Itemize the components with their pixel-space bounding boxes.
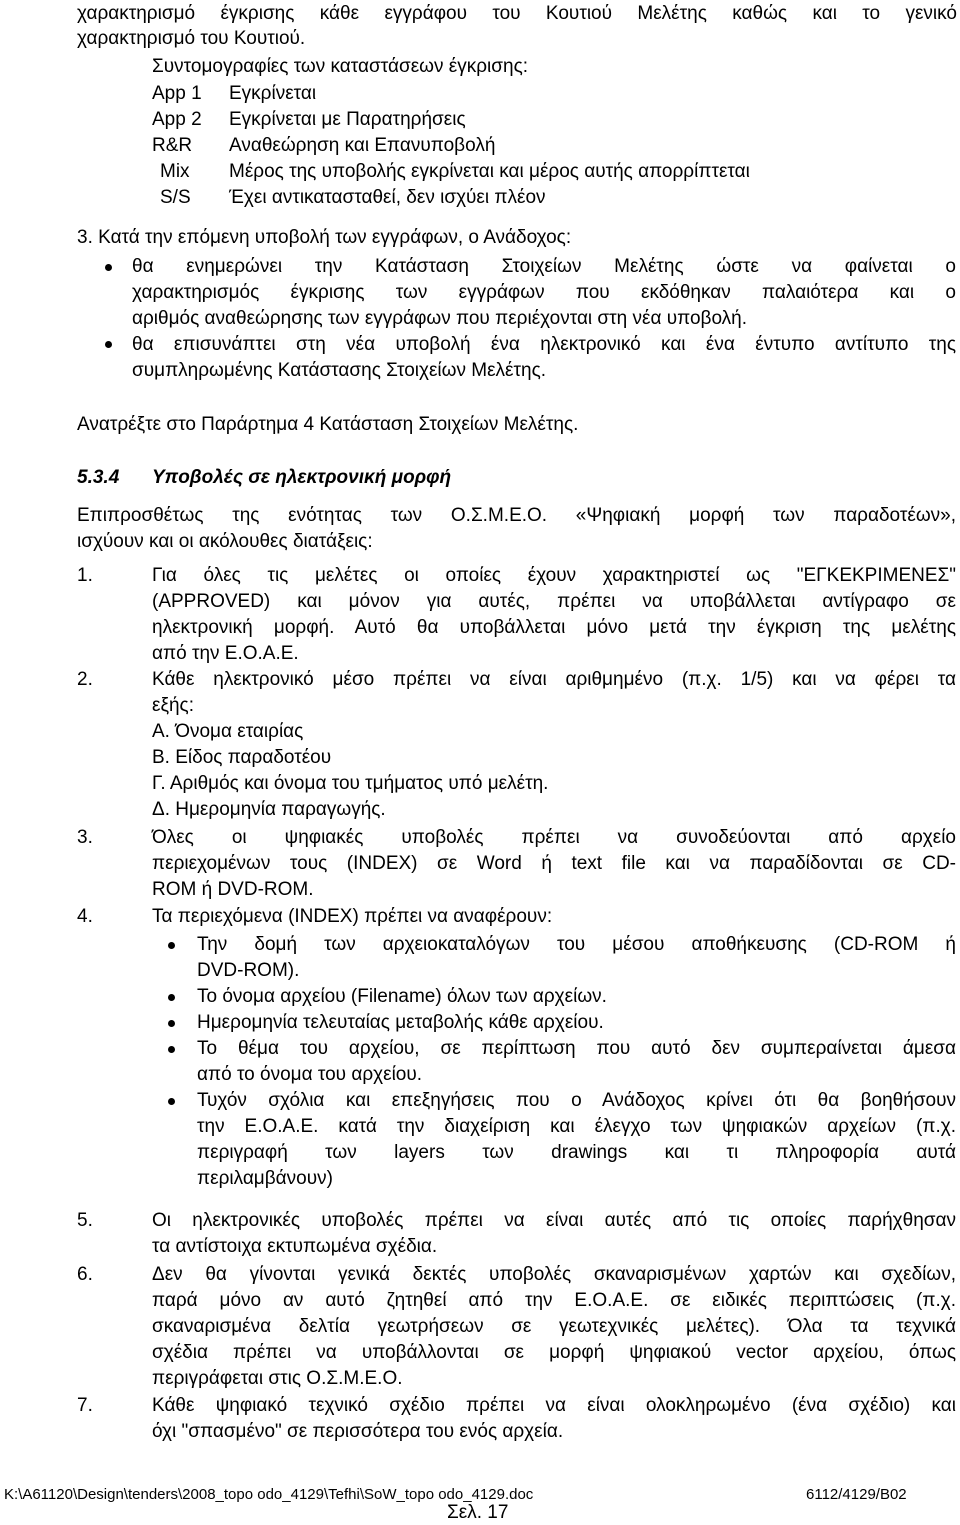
abbrev-title: Συντομογραφίες των καταστάσεων έγκρισης: (152, 56, 529, 77)
list-item-line: Τα περιεχόμενα (INDEX) πρέπει να αναφέρουν: (152, 906, 553, 927)
list-number: 5. (77, 1210, 93, 1231)
bullet-icon (105, 341, 112, 348)
list-item-line: σχέδια πρέπει να υποβάλλονται σε μορφή ψηφιακού vector αρχείου, όπως (152, 1342, 956, 1363)
list-number: 1. (77, 565, 93, 586)
index-bullet-line: Ημερομηνία τελευταίας μεταβολής κάθε αρχείου. (197, 1012, 604, 1033)
list-item-line: Οι ηλεκτρονικές υποβολές πρέπει να είναι αυτές από τις οποίες παρήχθησαν (152, 1210, 956, 1231)
intro-line: χαρακτηρισμό του Κουτιού. (77, 28, 306, 49)
bullet-icon (168, 1098, 175, 1105)
index-bullet-line: από το όνομα του αρχείου. (197, 1064, 423, 1085)
item3-bullet-line: θα επισυνάπτει στη νέα υποβολή ένα ηλεκτρονικό και ένα έντυπο αντίτυπο της (132, 334, 956, 355)
section-intro-line: Επιπροσθέτως της ενότητας των Ο.Σ.Μ.Ε.Ο. «Ψηφιακή μορφή των παραδοτέων», (77, 505, 956, 526)
list-item-line: Κάθε ηλεκτρονικό μέσο πρέπει να είναι αριθμημένο (π.χ. 1/5) και να φέρει τα (152, 669, 956, 690)
item3-lead: 3. Κατά την επόμενη υποβολή των εγγράφων, ο Ανάδοχος: (77, 227, 572, 248)
list-item-line: παρά μόνο αν αυτό ζητηθεί από την Ε.Ο.Α.Ε. σε ειδικές περιπτώσεις (π.χ. (152, 1290, 956, 1311)
abbrev-code: R&R (152, 135, 193, 156)
list-item-line: Δεν θα γίνονται γενικά δεκτές υποβολές σκαναρισμένων χαρτών και σχεδίων, (152, 1264, 956, 1285)
footer-file-path: K:\A61120\Design\tenders\2008_topo odo_4129\Tefhi\SoW_topo odo_4129.doc (4, 1486, 534, 1503)
sub-item: Γ. Αριθμός και όνομα του τμήματος υπό μελέτη. (152, 773, 549, 794)
item3-bullet-line: χαρακτηρισμός έγκρισης των εγγράφων που εκδόθηκαν παλαιότερα και ο (132, 282, 956, 303)
abbrev-code: Mix (160, 161, 190, 182)
abbrev-code: App 1 (152, 83, 202, 104)
list-item-line: όχι "σπασμένο" σε περισσότερα του ενός αρχεία. (152, 1421, 564, 1442)
abbrev-code: S/S (160, 187, 191, 208)
footer-doc-code: 6112/4129/B02 (806, 1486, 907, 1503)
index-bullet-line: την Ε.Ο.Α.Ε. κατά την διαχείριση και έλεγχο των ψηφιακών αρχείων (π.χ. (197, 1116, 956, 1137)
list-number: 6. (77, 1264, 93, 1285)
item3-reference: Ανατρέξτε στο Παράρτημα 4 Κατάσταση Στοιχείων Μελέτης. (77, 414, 579, 435)
bullet-icon (168, 994, 175, 1001)
index-bullet-line: περιγραφή των layers των drawings και τι πληροφορία αυτά (197, 1142, 956, 1163)
sub-item: Α. Όνομα εταιρίας (152, 721, 304, 742)
intro-line: χαρακτηρισμό έγκρισης κάθε εγγράφου του Κουτιού Μελέτης καθώς και το γενικό (77, 3, 957, 24)
list-item-line: Όλες οι ψηφιακές υποβολές πρέπει να συνοδεύονται από αρχείο (152, 827, 956, 848)
bullet-icon (105, 264, 112, 271)
page-number: Σελ. 17 (447, 1502, 509, 1523)
section-intro-line: ισχύουν και οι ακόλουθες διατάξεις: (77, 531, 373, 552)
list-number: 7. (77, 1395, 93, 1416)
bullet-icon (168, 1020, 175, 1027)
sub-item: Β. Είδος παραδοτέου (152, 747, 332, 768)
list-item-line: ηλεκτρονική μορφή. Αυτό θα υποβάλλεται μόνο μετά την έγκριση της μελέτης (152, 617, 956, 638)
section-title: Υποβολές σε ηλεκτρονική μορφή (152, 467, 452, 488)
index-bullet-line: DVD-ROM). (197, 960, 300, 981)
item3-bullet-line: αριθμός αναθεώρησης των εγγράφων που περιέχονται στη νέα υποβολή. (132, 308, 748, 329)
list-item-line: σκαναρισμένα δελτία γεωτρήσεων σε γεωτεχνικές μελέτες). Όλα τα τεχνικά (152, 1316, 956, 1337)
list-item-line: από την Ε.Ο.Α.Ε. (152, 643, 299, 664)
sub-item: Δ. Ημερομηνία παραγωγής. (152, 799, 386, 820)
abbrev-desc: Εγκρίνεται με Παρατηρήσεις (229, 109, 466, 130)
abbrev-desc: Έχει αντικατασταθεί, δεν ισχύει πλέον (229, 187, 546, 208)
list-item-line: Κάθε ψηφιακό τεχνικό σχέδιο πρέπει να είναι ολοκληρωμένο (ένα σχέδιο) και (152, 1395, 956, 1416)
list-item-line: περιγράφεται στις Ο.Σ.Μ.Ε.Ο. (152, 1368, 403, 1389)
list-item-line: (APPROVED) και μόνον για αυτές, πρέπει να υποβάλλεται αντίγραφο σε (152, 591, 956, 612)
item3-bullet-line: συμπληρωμένης Κατάστασης Στοιχείων Μελέτης. (132, 360, 547, 381)
index-bullet-line: Τυχόν σχόλια και επεξηγήσεις που ο Ανάδοχος κρίνει ότι θα βοηθήσουν (197, 1090, 956, 1111)
abbrev-desc: Αναθεώρηση και Επανυποβολή (229, 135, 496, 156)
list-item-line: Για όλες τις μελέτες οι οποίες έχουν χαρακτηριστεί ως "ΕΓΚΕΚΡΙΜΕΝΕΣ" (152, 565, 956, 586)
index-bullet-line: Την δομή των αρχειοκαταλόγων του μέσου αποθήκευσης (CD-ROM ή (197, 934, 956, 955)
bullet-icon (168, 1046, 175, 1053)
item3-bullet-line: θα ενημερώνει την Κατάσταση Στοιχείων Μελέτης ώστε να φαίνεται ο (132, 256, 956, 277)
bullet-icon (168, 942, 175, 949)
list-item-line: ROM ή DVD-ROM. (152, 879, 314, 900)
index-bullet-line: περιλαμβάνουν) (197, 1168, 333, 1189)
list-item-line: περιεχομένων τους (INDEX) σε Word ή text file και να παραδίδονται σε CD- (152, 853, 956, 874)
index-bullet-line: Το όνομα αρχείου (Filename) όλων των αρχείων. (197, 986, 607, 1007)
abbrev-desc: Μέρος της υποβολής εγκρίνεται και μέρος αυτής απορρίπτεται (229, 161, 750, 182)
list-number: 2. (77, 669, 93, 690)
abbrev-code: App 2 (152, 109, 202, 130)
list-item-line: εξής: (152, 695, 194, 716)
list-item-line: τα αντίστοιχα εκτυπωμένα σχέδια. (152, 1236, 438, 1257)
list-number: 3. (77, 827, 93, 848)
section-number: 5.3.4 (77, 467, 120, 488)
index-bullet-line: Το θέμα του αρχείου, σε περίπτωση που αυτό δεν συμπεραίνεται άμεσα (197, 1038, 956, 1059)
list-number: 4. (77, 906, 93, 927)
abbrev-desc: Εγκρίνεται (229, 83, 317, 104)
